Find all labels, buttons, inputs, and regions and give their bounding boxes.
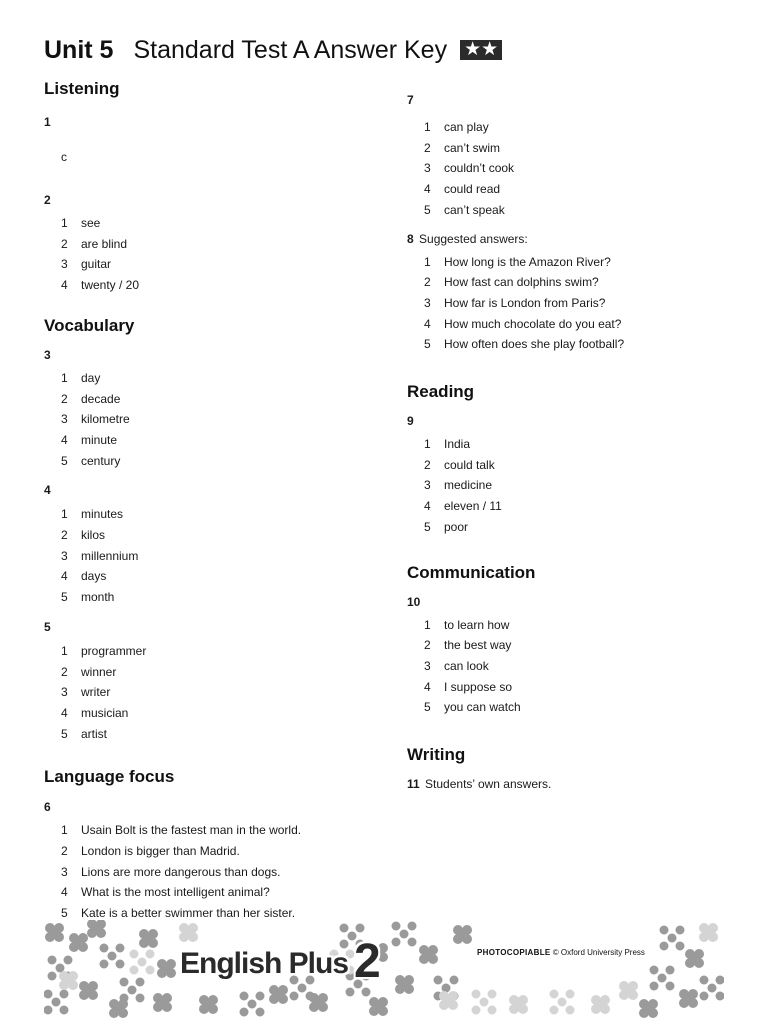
answer-text: medicine: [444, 478, 493, 493]
answer-text: are blind: [81, 236, 128, 251]
answer-number: 5: [424, 519, 431, 534]
answer-text: I suppose so: [444, 679, 513, 694]
answer-number: 1: [61, 370, 68, 385]
answer-text: can’t swim: [444, 140, 501, 155]
answer-text: the best way: [444, 638, 512, 653]
answer-list-q6: [44, 820, 364, 924]
answer-item: [44, 862, 364, 883]
answer-item: [44, 566, 364, 587]
answer-list-q10: [407, 615, 727, 719]
answer-item: [44, 254, 364, 275]
photocopiable-label: PHOTOCOPIABLE: [477, 948, 551, 957]
answer-text: century: [81, 453, 121, 468]
answer-number: 2: [61, 236, 68, 251]
answer-list-q4: [44, 504, 364, 608]
answer-text: Kate is a better swimmer than her sister.: [81, 906, 296, 921]
answer-item: [407, 475, 727, 496]
answer-item: [407, 334, 727, 355]
answer-item: [44, 841, 364, 862]
answer-number: 2: [424, 140, 431, 155]
unit-label: Unit 5: [44, 35, 114, 64]
section-title-vocabulary: Vocabulary: [44, 315, 135, 335]
answer-item: [44, 641, 364, 662]
test-title: Standard Test A Answer Key: [133, 35, 448, 64]
answer-item: [44, 409, 364, 430]
answer-number: 2: [61, 528, 68, 543]
answer-number: 4: [61, 432, 68, 447]
answer-text: How much chocolate do you eat?: [444, 316, 622, 331]
answer-item: [407, 252, 727, 273]
question-line: [407, 776, 727, 792]
answer-text: kilometre: [81, 412, 130, 427]
answer-number: 4: [61, 569, 68, 584]
answer-text: How fast can dolphins swim?: [444, 275, 599, 290]
answer-number: 1: [424, 617, 431, 632]
answer-text: month: [81, 590, 115, 605]
answer-item: [44, 682, 364, 703]
answer-list-q5: [44, 641, 364, 745]
answer-text: couldn’t cook: [444, 161, 515, 176]
answer-text: decade: [81, 391, 121, 406]
photocopiable-notice: [477, 948, 645, 957]
answer-text: writer: [81, 685, 111, 700]
question-number: 10: [407, 594, 421, 609]
answer-number: 1: [61, 643, 68, 658]
brand-name: English Plus: [180, 947, 349, 980]
section-title-reading: Reading: [407, 382, 475, 402]
english-plus-logo: [180, 934, 380, 989]
answer-text: guitar: [81, 257, 112, 272]
copyright-text: © Oxford University Press: [552, 948, 645, 957]
answer-number: 2: [61, 844, 68, 859]
answer-number: 3: [61, 548, 68, 563]
answer-text: millennium: [81, 548, 139, 563]
answer-number: 4: [424, 499, 431, 514]
answer-list-q2: [44, 213, 364, 296]
answer-number: 2: [424, 457, 431, 472]
answer-item: [407, 158, 727, 179]
answer-text: c: [61, 150, 67, 164]
answer-number: 1: [424, 120, 431, 134]
answer-text: musician: [81, 705, 129, 720]
answer-number: 5: [61, 590, 68, 605]
section-title-writing: Writing: [407, 745, 466, 765]
question-number: 1: [44, 115, 51, 129]
answer-item: [44, 368, 364, 389]
answer-number: 3: [424, 161, 431, 176]
footer-banner: [44, 920, 724, 1020]
answer-text: London is bigger than Madrid.: [81, 844, 240, 859]
answer-text: eleven / 11: [444, 499, 502, 514]
answer-text: to learn how: [444, 617, 510, 632]
answer-item: [407, 517, 727, 538]
answer-number: 5: [61, 906, 68, 921]
answer-text: How far is London from Paris?: [444, 295, 606, 310]
answer-number: 4: [424, 316, 431, 331]
answer-item: [407, 200, 727, 221]
answer-text: minutes: [81, 507, 124, 522]
answer-number: 4: [61, 278, 68, 293]
answer-list-q9: [407, 434, 727, 538]
answer-number: 5: [424, 202, 431, 217]
page-title: [44, 33, 502, 67]
question-number: 5: [44, 619, 51, 634]
answer-item: [44, 430, 364, 451]
answer-text: Usain Bolt is the fastest man in the world.: [81, 823, 302, 838]
answer-number: 2: [61, 664, 68, 679]
question-line: [407, 231, 727, 247]
answer-text: can’t speak: [444, 202, 505, 217]
answer-item: [407, 677, 727, 698]
answer-number: 2: [424, 638, 431, 653]
answer-number: 3: [424, 658, 431, 673]
answer-number: 4: [61, 885, 68, 900]
answer-item: [44, 234, 364, 255]
answer-item: [407, 272, 727, 293]
answer-text: Lions are more dangerous than dogs.: [81, 864, 281, 879]
answer-text: minute: [81, 432, 118, 447]
answer-item: [44, 389, 364, 410]
answer-text: day: [81, 370, 101, 385]
answer-number: 1: [424, 254, 431, 269]
answer-number: 2: [424, 275, 431, 290]
answer-item: [407, 179, 727, 200]
answer-number: 1: [61, 823, 68, 838]
answer-text: What is the most intelligent animal?: [81, 885, 270, 900]
answer-item: [407, 635, 727, 656]
answer-text: can look: [444, 658, 489, 673]
answer-item: [44, 724, 364, 745]
answer-text: artist: [81, 726, 108, 741]
answer-item: [407, 455, 727, 476]
question-number: 11: [407, 777, 420, 792]
answer-text: can play: [444, 120, 489, 134]
answer-number: 3: [61, 412, 68, 427]
answer-text: days: [81, 569, 107, 584]
answer-item: [44, 703, 364, 724]
answer-text: winner: [81, 664, 117, 679]
difficulty-stars-badge: ★★: [460, 40, 502, 60]
answer-item: [407, 496, 727, 517]
question-number: 2: [44, 193, 51, 207]
section-title-listening: Listening: [44, 79, 120, 98]
answer-text: see: [81, 216, 101, 230]
section-title-communication: Communication: [407, 562, 536, 582]
decorative-dot-pattern: [44, 920, 724, 1020]
left-column: [44, 78, 364, 924]
question-number: 4: [44, 483, 51, 498]
answer-item: [44, 546, 364, 567]
answer-list-q8: [407, 252, 727, 356]
answer-text: could talk: [444, 457, 495, 472]
answer-text: How long is the Amazon River?: [444, 254, 611, 269]
answer-number: 3: [424, 478, 431, 493]
answer-text: programmer: [81, 643, 147, 658]
answer-text: twenty / 20: [81, 278, 140, 293]
answer-number: 3: [61, 864, 68, 879]
answer-number: 5: [61, 453, 68, 468]
answer-item: [44, 275, 364, 296]
answer-text: you can watch: [444, 700, 521, 715]
answer-item: [407, 697, 727, 718]
answer-number: 1: [61, 507, 68, 522]
answer-item: [407, 656, 727, 677]
answer-item: [407, 434, 727, 455]
answer-text: poor: [444, 519, 469, 534]
answer-number: 3: [61, 257, 68, 272]
answer-text: India: [444, 437, 471, 452]
question-number: 7: [407, 93, 414, 107]
question-number: 3: [44, 347, 51, 362]
answer-number: 4: [61, 705, 68, 720]
answer-number: 1: [61, 216, 68, 230]
answer-number: 5: [424, 700, 431, 715]
question-number: 6: [44, 800, 51, 815]
answer-number: 3: [424, 295, 431, 310]
answer-item: [44, 504, 364, 525]
answer-item: [407, 138, 727, 159]
question-number: 8: [407, 231, 414, 246]
answer-number: 4: [424, 679, 431, 694]
right-column: [407, 92, 727, 792]
answer-list-q3: [44, 368, 364, 472]
answer-text: Students’ own answers.: [425, 777, 552, 792]
answer-text: could read: [444, 182, 501, 197]
answer-text: kilos: [81, 528, 106, 543]
answer-item: [44, 213, 364, 234]
answer-item: [407, 314, 727, 335]
answer-item: [407, 615, 727, 636]
question-number: 9: [407, 414, 414, 429]
answer-number: 4: [424, 182, 431, 197]
answer-item: [44, 525, 364, 546]
level-number: 2: [354, 935, 380, 988]
answer-number: 3: [61, 685, 68, 700]
question-intro: Suggested answers:: [419, 231, 528, 246]
answer-item: [44, 882, 364, 903]
section-title-language-focus: Language focus: [44, 767, 175, 787]
answer-number: 5: [424, 337, 431, 352]
answer-item: [44, 451, 364, 472]
answer-item: [44, 820, 364, 841]
answer-number: 2: [61, 391, 68, 406]
answer-number: 5: [61, 726, 68, 741]
answer-item: [44, 587, 364, 608]
answer-text: How often does she play football?: [444, 337, 625, 352]
answer-item: [407, 293, 727, 314]
answer-item: [44, 662, 364, 683]
answer-number: 1: [424, 437, 431, 452]
answer-list-q7: [407, 117, 727, 221]
answer-item: [407, 117, 727, 138]
